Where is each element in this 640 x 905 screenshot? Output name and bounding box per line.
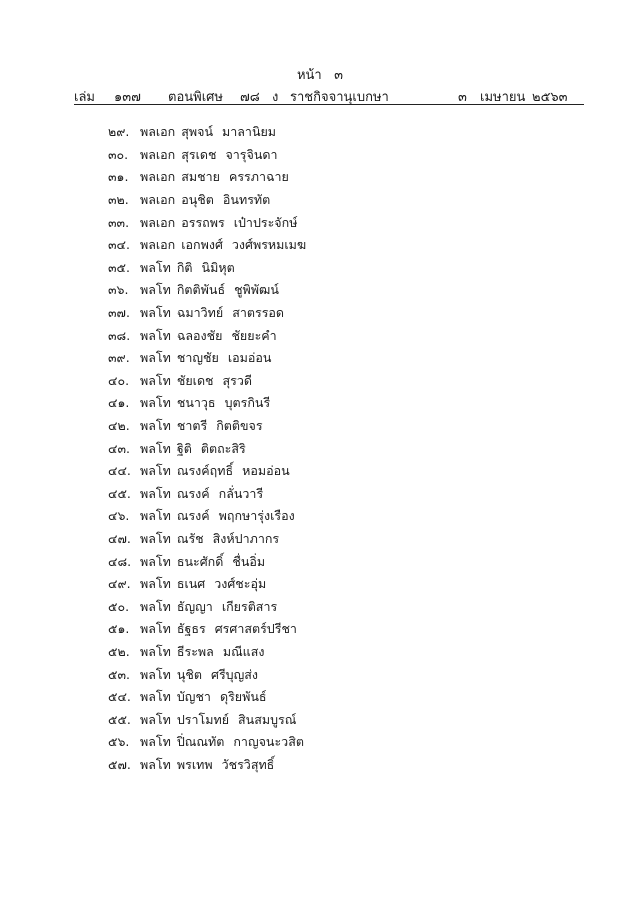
header-divider (74, 104, 584, 105)
volume-label: เล่ม (74, 90, 95, 105)
date-month: เมษายน (480, 90, 526, 105)
page-number-value: ๓ (334, 68, 344, 83)
entry-last-name: หอมอ่อน (242, 463, 290, 479)
entry-rank: พลโท (140, 553, 171, 569)
entry-last-name: เป๋าประจักษ์ (233, 214, 298, 230)
entry-last-name: ชัยยะคำ (231, 327, 277, 343)
entry-rank: พลโท (140, 643, 171, 659)
entry-first-name: ณรงค์ (176, 508, 210, 524)
entry-rank: พลโท (140, 734, 171, 750)
entry-last-name: เอมอ่อน (227, 350, 272, 366)
entry-first-name: ชาญชัย (176, 350, 219, 366)
entry-number: ๕๖. (108, 734, 130, 750)
entry-rank: พลโท (140, 305, 171, 321)
entry-number: ๓๑. (108, 169, 129, 185)
entry-first-name: ธเนศ (176, 576, 206, 592)
entry-last-name: ครรภาฉาย (228, 169, 289, 185)
entry-rank: พลโท (140, 530, 171, 546)
list-item (108, 144, 306, 167)
entry-number: ๕๑. (108, 621, 130, 637)
entry-last-name: กาญจนะวสิต (233, 734, 304, 750)
list-item (108, 731, 306, 754)
date-year: ๒๕๖๓ (532, 90, 568, 105)
entry-last-name: พฤกษารุ่งเรือง (218, 508, 295, 524)
entry-last-name: กลั่นวารี (218, 485, 264, 501)
entry-first-name: กิตติพันธ์ (176, 282, 226, 298)
entry-number: ๔๖. (108, 508, 130, 524)
entry-rank: พลโท (140, 418, 171, 434)
list-item (108, 279, 306, 302)
entry-rank: พลโท (140, 598, 171, 614)
entry-last-name: เกียรติสาร (221, 598, 278, 614)
list-item (108, 211, 306, 234)
entry-rank: พลโท (140, 372, 171, 388)
entry-last-name: อินทรทัต (222, 192, 271, 208)
entry-rank: พลโท (140, 689, 171, 705)
list-item (108, 234, 306, 257)
list-item (108, 302, 306, 325)
entry-number: ๒๙. (108, 124, 130, 140)
entry-number: ๔๑. (108, 395, 130, 411)
entry-first-name: นุชิต (176, 666, 203, 682)
entry-number: ๔๙. (108, 576, 131, 592)
entry-rank: พลโท (140, 327, 171, 343)
entry-last-name: นิมิหุต (201, 259, 235, 275)
issue-label: ตอนพิเศษ (168, 90, 223, 105)
entry-first-name: ธัฐธร (176, 621, 206, 637)
entry-number: ๓๓. (108, 214, 130, 230)
entry-first-name: ปิ่ณณทัต (176, 734, 225, 750)
entry-last-name: วงศ์พรหมเมฆ (231, 237, 307, 253)
entry-last-name: ชื่นอิ่ม (232, 553, 266, 569)
entry-number: ๓๒. (108, 192, 129, 208)
entry-first-name: ฐิติ (176, 440, 192, 456)
entry-rank: พลโท (140, 666, 171, 682)
list-item (108, 483, 306, 506)
entry-first-name: ปราโมทย์ (176, 711, 230, 727)
entry-rank: พลโท (140, 350, 171, 366)
list-item (108, 686, 306, 709)
entry-rank: พลเอก (140, 237, 176, 253)
entry-number: ๕๔. (108, 689, 131, 705)
entry-number: ๓๔. (108, 237, 130, 253)
entry-number: ๓๐. (108, 146, 129, 162)
entry-number: ๔๕. (108, 485, 131, 501)
list-item (108, 257, 306, 280)
list-item (108, 663, 306, 686)
list-item (108, 166, 306, 189)
entry-last-name: บุตรกินรี (224, 395, 271, 411)
page-number (0, 64, 640, 85)
entry-rank: พลโท (140, 282, 171, 298)
entry-last-name: สุรวดี (222, 372, 253, 388)
entry-first-name: อรรถพร (181, 214, 225, 230)
entry-first-name: บัญชา (176, 689, 211, 705)
list-item (108, 528, 306, 551)
entry-number: ๔๐. (108, 372, 130, 388)
list-item (108, 618, 306, 641)
entry-first-name: สุพจน์ (181, 124, 213, 140)
entry-rank: พลโท (140, 621, 171, 637)
entry-rank: พลเอก (140, 214, 176, 230)
entry-last-name: สินสมบูรณ์ (238, 711, 297, 727)
entry-first-name: ฉลองชัย (176, 327, 223, 343)
list-item (108, 595, 306, 618)
entry-number: ๕๗. (108, 756, 131, 772)
list-item (108, 754, 306, 777)
entry-first-name: กิติ (176, 259, 193, 275)
entry-rank: พลโท (140, 463, 171, 479)
list-item (108, 415, 306, 438)
entry-first-name: ณรงค์ฤทธิ์ (176, 463, 234, 479)
date-day: ๓ (458, 90, 467, 105)
list-item (108, 460, 306, 483)
entry-first-name: ชนาวุธ (176, 395, 216, 411)
entry-number: ๓๙. (108, 350, 130, 366)
list-item (108, 324, 306, 347)
entry-rank: พลโท (140, 756, 171, 772)
list-item (108, 573, 306, 596)
publication-name: ราชกิจจานุเบกษา (290, 90, 389, 105)
entry-last-name: มาลานิยม (222, 124, 277, 140)
issue-suffix: ง (272, 90, 279, 105)
entry-number: ๓๗. (108, 305, 130, 321)
list-item (108, 550, 306, 573)
issue-number: ๗๘ (240, 90, 260, 105)
entry-last-name: กิตติขจร (216, 418, 263, 434)
entry-rank: พลโท (140, 711, 171, 727)
entry-last-name: ศรศาสตร์ปรีชา (214, 621, 297, 637)
list-item (108, 347, 306, 370)
entry-number: ๕๓. (108, 666, 130, 682)
entry-number: ๔๘. (108, 553, 132, 569)
list-item (108, 392, 306, 415)
entry-rank: พลโท (140, 395, 171, 411)
entry-last-name: สิงห์ปาภากร (212, 530, 280, 546)
entry-rank: พลโท (140, 485, 171, 501)
list-item (108, 189, 306, 212)
entry-first-name: ฉมาวิทย์ (176, 305, 224, 321)
entry-number: ๕๒. (108, 643, 130, 659)
entry-first-name: อนุชิต (181, 192, 214, 208)
entry-first-name: ชัยเดช (176, 372, 214, 388)
entry-number: ๓๘. (108, 327, 131, 343)
entry-first-name: พรเทพ (176, 756, 213, 772)
entry-first-name: ณรัช (176, 530, 204, 546)
entry-number: ๕๕. (108, 711, 131, 727)
entry-number: ๕๐. (108, 598, 130, 614)
entry-first-name: สุรเดช (181, 146, 217, 162)
entry-first-name: ณรงค์ (176, 485, 210, 501)
entry-first-name: สมชาย (181, 169, 220, 185)
entry-first-name: ธีระพล (176, 643, 214, 659)
entry-rank: พลเอก (140, 169, 176, 185)
entry-rank: พลโท (140, 508, 171, 524)
entry-number: ๔๗. (108, 530, 131, 546)
list-item (108, 708, 306, 731)
list-item (108, 437, 306, 460)
list-item (108, 505, 306, 528)
entry-last-name: วัชรวิสุทธิ์ (221, 756, 275, 772)
entry-rank: พลโท (140, 576, 171, 592)
entry-last-name: ติตถะสิริ (200, 440, 246, 456)
page-number-label: หน้า (296, 68, 322, 83)
entry-last-name: ดุริยพันธ์ (219, 689, 267, 705)
entry-last-name: ชูพิพัฒน์ (234, 282, 279, 298)
entry-last-name: สาตรรอด (232, 305, 285, 321)
entry-number: ๓๖. (108, 282, 129, 298)
list-item (108, 121, 306, 144)
entry-first-name: ธัญญา (176, 598, 213, 614)
volume-number: ๑๓๗ (114, 90, 141, 105)
list-item (108, 641, 306, 664)
entry-rank: พลโท (140, 440, 171, 456)
entry-last-name: จารุจินดา (225, 146, 278, 162)
entry-rank: พลโท (140, 259, 171, 275)
name-list (108, 121, 306, 776)
entry-last-name: มณีแสง (222, 643, 265, 659)
entry-number: ๔๔. (108, 463, 131, 479)
entry-rank: พลเอก (140, 124, 176, 140)
entry-first-name: ชาตรี (176, 418, 208, 434)
entry-number: ๓๕. (108, 259, 130, 275)
gazette-header (74, 86, 584, 105)
entry-last-name: วงศ์ชะอุ่ม (214, 576, 267, 592)
entry-first-name: ธนะศักดิ์ (176, 553, 224, 569)
entry-rank: พลเอก (140, 192, 176, 208)
entry-number: ๔๓. (108, 440, 130, 456)
entry-rank: พลเอก (140, 146, 176, 162)
list-item (108, 370, 306, 393)
entry-last-name: ศรีบุญส่ง (211, 666, 258, 682)
entry-first-name: เอกพงศ์ (181, 237, 223, 253)
entry-number: ๔๒. (108, 418, 130, 434)
